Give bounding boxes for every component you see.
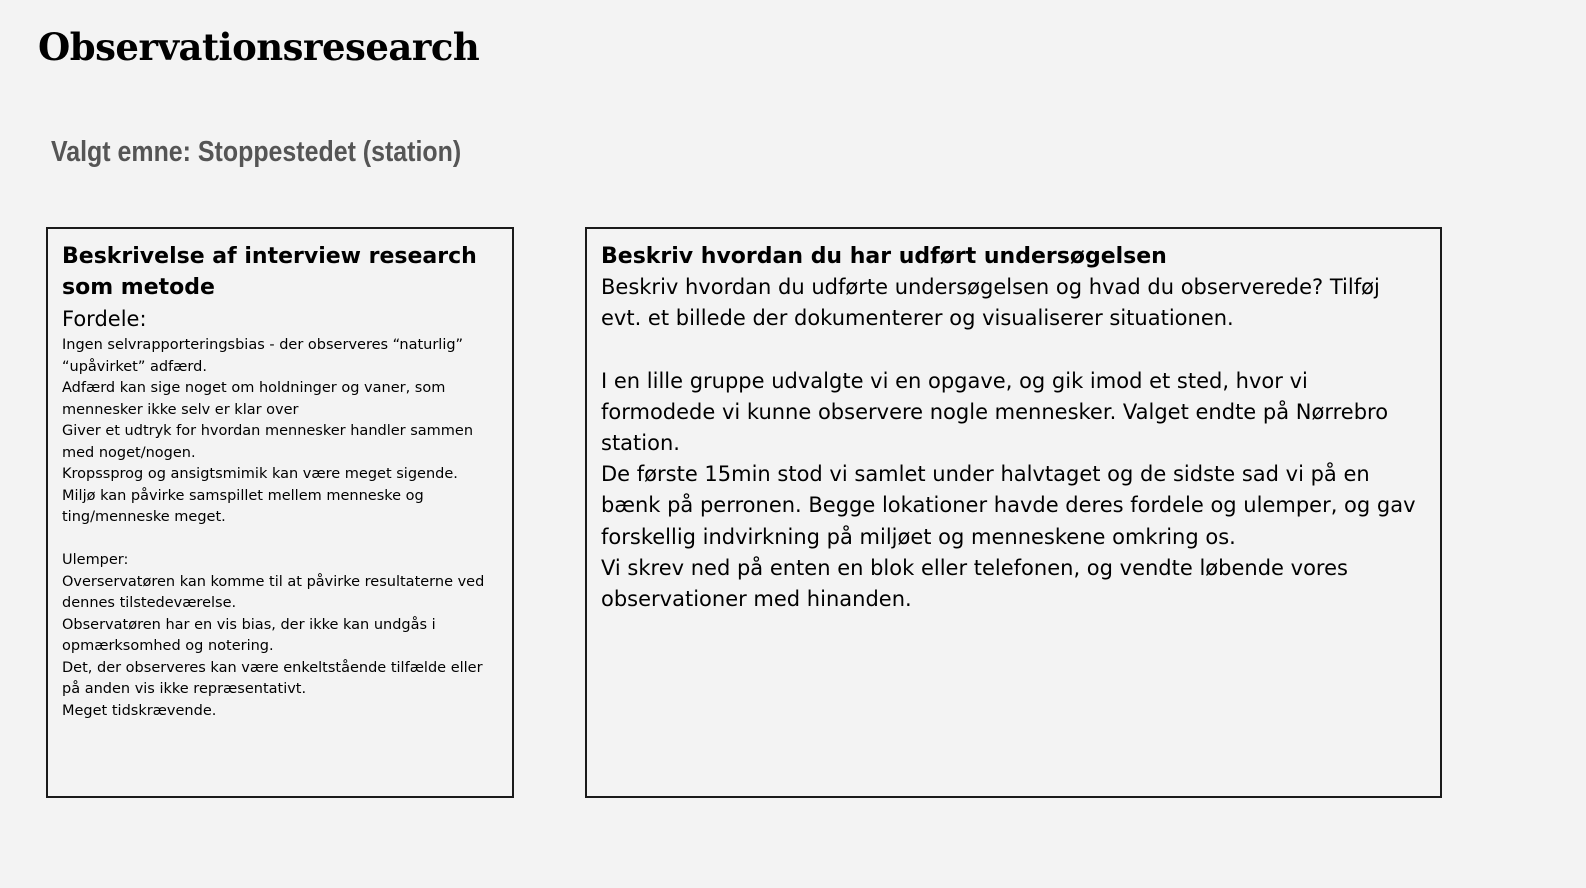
advantage-item: Giver et udtryk for hvordan mennesker handler sammen med noget/nogen.	[62, 423, 474, 461]
procedure-paragraph: De første 15min stod vi samlet under halvtaget og de sidste sad vi på en bænk på perronen. Begge lokationer havde deres fordele og ulemper, og gav forskellig indvirkning på miljøet og menneskene omkring os.	[601, 462, 1416, 549]
advantage-item: Kropssprog og ansigtsmimik kan være meget sigende.	[62, 466, 458, 482]
spacer	[62, 529, 500, 551]
method-description-box	[46, 227, 514, 798]
procedure-prompt: Beskriv hvordan du udførte undersøgelsen og hvad du observerede? Tilføj evt. et billede der dokumenterer og visualiserer situationen.	[601, 275, 1380, 331]
page-title: Observationsresearch	[38, 25, 480, 69]
disadvantage-item: Observatøren har en vis bias, der ikke kan undgås i opmærksomhed og notering.	[62, 616, 436, 654]
disadvantage-item: Det, der observeres kan være enkeltstående tilfælde eller på anden vis ikke repræsentativt.	[62, 659, 483, 697]
advantages-label: Fordele:	[62, 307, 147, 331]
spacer	[601, 334, 1426, 365]
method-heading: Beskrivelse af interview research som metode	[62, 244, 477, 300]
advantages-list	[62, 335, 500, 529]
advantage-item: Ingen selvrapporteringsbias - der observeres “naturlig” “upåvirket” adfærd.	[62, 337, 464, 375]
disadvantage-item: Overservatøren kan komme til at påvirke resultaterne ved dennes tilstedeværelse.	[62, 573, 485, 611]
procedure-paragraph: I en lille gruppe udvalgte vi en opgave, og gik imod et sted, hvor vi formodede vi kunne observere nogle mennesker. Valget endte på Nørrebro station.	[601, 368, 1389, 455]
procedure-paragraph: Vi skrev ned på enten en blok eller telefonen, og vendte løbende vores observationer med hinanden.	[601, 555, 1348, 612]
advantage-item: Adfærd kan sige noget om holdninger og vaner, som mennesker ikke selv er klar over	[62, 380, 446, 418]
advantage-item: Miljø kan påvirke samspillet mellem menneske og ting/menneske meget.	[62, 487, 424, 525]
disadvantages-list	[62, 550, 500, 722]
disadvantage-item: Meget tidskrævende.	[62, 702, 217, 719]
topic-subtitle: Valgt emne: Stoppestedet (station)	[51, 136, 462, 168]
procedure-body	[601, 272, 1426, 615]
procedure-heading: Beskriv hvordan du har udført undersøgelsen	[601, 244, 1167, 269]
disadvantages-label: Ulemper:	[62, 552, 129, 568]
procedure-description-box	[585, 227, 1442, 798]
